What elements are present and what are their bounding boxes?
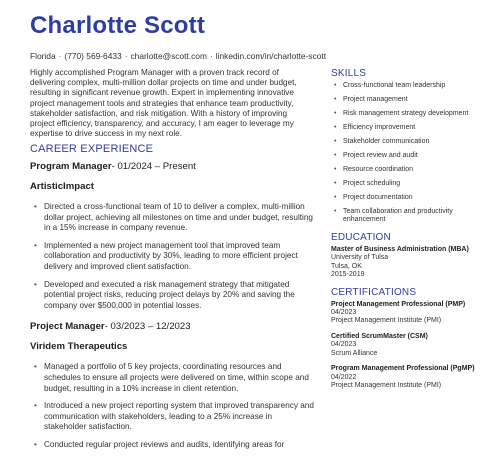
career-experience-section (30, 143, 315, 458)
degree-name: Master of Business Administration (MBA) (331, 246, 469, 254)
section-title-experience: CAREER EXPERIENCE (30, 143, 154, 155)
skill-item: • Risk management strategy development (331, 110, 491, 119)
school-name: University of Tulsa (331, 254, 389, 262)
certification-name: Program Management Professional (PgMP) (331, 365, 475, 373)
job-entry (30, 161, 315, 311)
certification-issuer: Project Management Institute (PMI) (331, 381, 442, 389)
section-title-certifications: CERTIFICATIONS (331, 286, 417, 298)
skill-item: • Resource coordination (331, 166, 491, 175)
job-title (30, 321, 315, 332)
contact-line (30, 51, 326, 61)
job-bullet: • Directed a cross-functional team of 10 to deliver a complex, multi-million dollar project, achieving all milestones on time and under budget, resulting in a 15% increase in company revenue. (30, 202, 315, 234)
job-role: Project Manager (30, 321, 105, 333)
certification-date: 04/2023 (331, 309, 357, 317)
section-title-skills: SKILLS (331, 68, 367, 79)
job-bullet: • Developed and executed a risk management strategy that mitigated potential project risks, reducing project delays by 20% and saving the company over $500,000 in potential losses. (30, 280, 315, 312)
education-years: 2015-2019 (331, 271, 365, 279)
job-bullet: • Managed a portfolio of 5 key projects, coordinating resources and schedules to ensure all projects were delivered on time, within scope and budget, resulting in a 10% increase in client retention. (30, 362, 315, 394)
certification-date: 04/2023 (331, 341, 357, 349)
certification-entry (331, 333, 491, 358)
skill-item: • Cross-functional team leadership (331, 82, 491, 91)
contact-linkedin[interactable]: linkedin.com/in/charlotte-scott (215, 51, 327, 61)
skills-list (331, 82, 491, 225)
professional-summary: Highly accomplished Program Manager with a proven track record of delivering complex, multi-million dollar projects on time and under budget, resulting in significant revenue growth. Expert in implementing innovative project management tools and strategies that enhance team productivity, stakeholder satisfaction, and risk mitigation. With a history of improving project efficiency, transparency, and accuracy, I am eager to leverage my expertise to drive success in my next role. (30, 68, 297, 139)
job-bullet: • Implemented a new project management tool that improved team collaboration and productivity by 30%, leading to more efficient project delivery and improved client satisfaction. (30, 241, 315, 273)
contact-phone: (770) 569-6433 (64, 51, 122, 61)
sidebar (331, 68, 491, 397)
education-section (331, 232, 491, 280)
certification-date: 04/2022 (331, 373, 357, 381)
skill-item: • Project scheduling (331, 180, 491, 189)
job-entry (30, 321, 315, 450)
job-role: Program Manager (30, 161, 112, 172)
job-bullet: • Introduced a new project reporting system that improved transparency and communication with stakeholders, leading to a 25% increase in stakeholder satisfaction. (30, 401, 315, 433)
job-bullet: • Conducted regular project reviews and audits, identifying areas for (30, 440, 315, 451)
certifications-section (331, 287, 491, 391)
certification-name: Certified ScrumMaster (CSM) (331, 332, 428, 340)
skill-item: • Project management (331, 96, 491, 105)
certification-entry (331, 301, 491, 326)
skill-item: • Project documentation (331, 194, 491, 203)
job-title (30, 161, 315, 172)
skill-item: • Team collaboration and productivity enhancement (331, 208, 491, 225)
company-name: ArtisticImpact (30, 181, 94, 192)
certification-issuer: Project Management Institute (PMI) (331, 317, 442, 325)
section-title-education: EDUCATION (331, 232, 391, 244)
contact-email[interactable]: charlotte@scott.com (130, 51, 207, 61)
certification-issuer: Scrum Alliance (331, 349, 378, 357)
company-name: Viridem Therapeutics (30, 341, 128, 353)
job-dates: - 01/2024 – Present (111, 161, 196, 172)
certification-name: Project Management Professional (PMP) (331, 300, 466, 308)
contact-separator: · (209, 51, 213, 61)
contact-separator: · (58, 51, 62, 61)
certification-entry (331, 365, 491, 390)
skill-item: • Stakeholder communication (331, 138, 491, 147)
contact-location: Florida (30, 51, 56, 61)
job-dates: - 03/2023 – 12/2023 (104, 321, 191, 333)
skill-item: • Project review and audit (331, 152, 491, 161)
contact-separator: · (124, 51, 128, 61)
skill-item: • Efficiency improvement (331, 124, 491, 133)
school-location: Tulsa, OK (331, 262, 362, 270)
skills-section (331, 68, 491, 225)
job-bullets (30, 202, 315, 311)
job-bullets (30, 362, 315, 450)
candidate-name: Charlotte Scott (30, 12, 206, 39)
